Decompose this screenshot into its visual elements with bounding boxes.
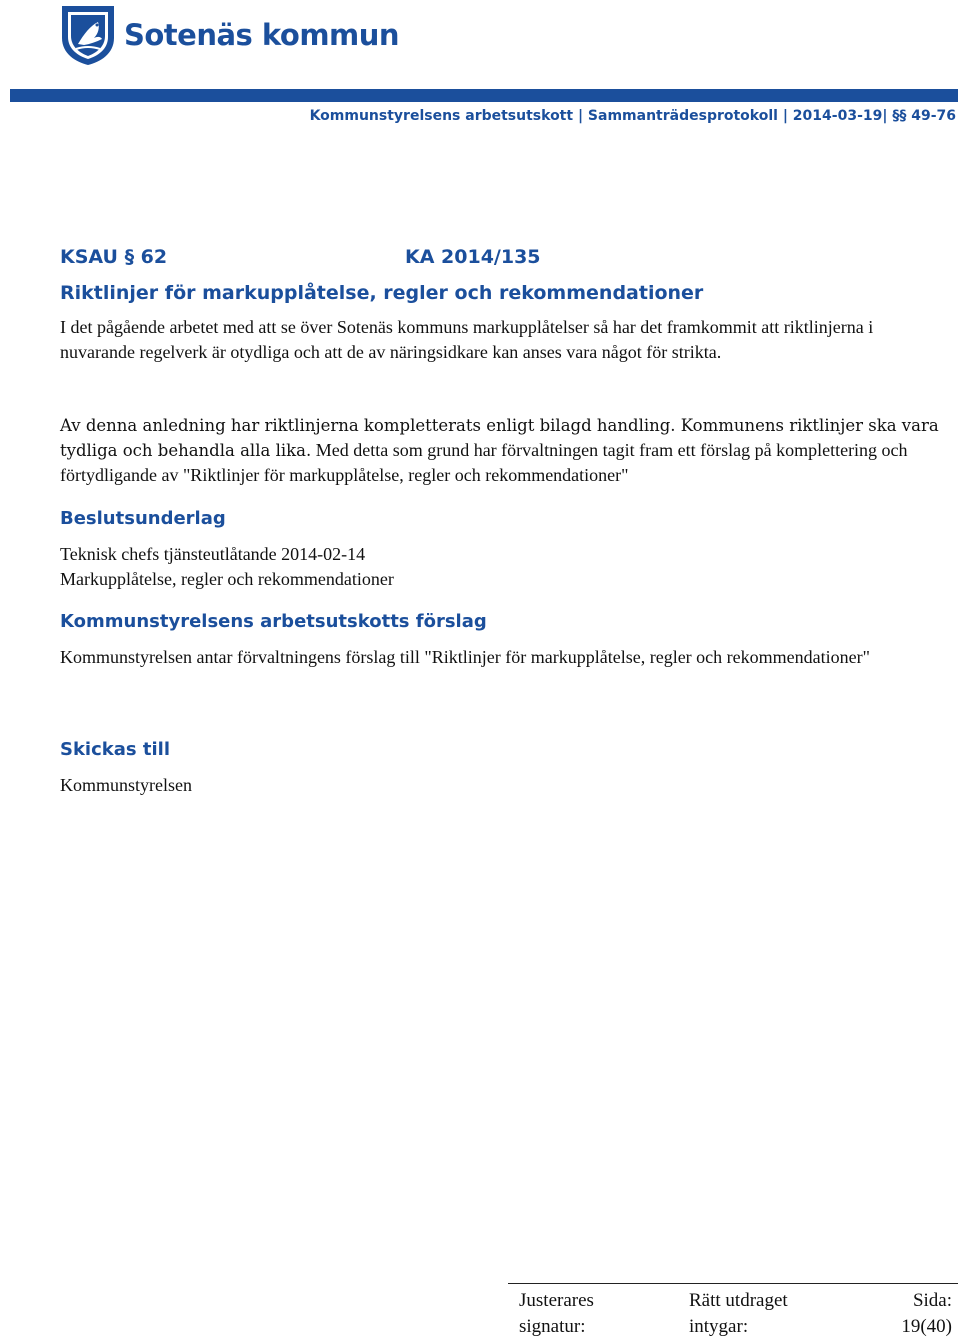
protocol-header: Kommunstyrelsens arbetsutskott | Sammanträdesprotokoll | 2014-03-19| §§ 49-76: [309, 108, 956, 124]
list-item: Markupplåtelse, regler och rekommendationer: [60, 569, 394, 589]
sotenas-logo: [60, 4, 399, 66]
ratt-utdraget-intygar: [689, 1288, 788, 1340]
beslutsunderlag-list: [60, 542, 940, 592]
body-text: [60, 413, 940, 488]
header-bar: [10, 89, 958, 102]
shield-bird-icon: [60, 4, 116, 66]
skickas-heading: Skickas till: [60, 739, 170, 760]
skickas-paragraph: [60, 773, 940, 798]
body-text-part1: Av denna anledning har riktlinjerna kompletterats enligt bilagd handling. Kommunens riktlinjer ska vara tydliga och behandla alla lika.: [60, 416, 939, 460]
ksau-number: KSAU § 62: [60, 246, 168, 268]
footer-rule: [508, 1283, 958, 1284]
page-indicator: [901, 1288, 952, 1340]
justerares-label: Justerares: [519, 1290, 594, 1311]
body-text-part2: Med detta som grund har förvaltningen tagit fram ett förslag på komplettering och förtydligande av "Riktlinjer för markupplåtelse, regler och rekommendationer": [60, 440, 908, 485]
intro-text: I det pågående arbetet med att se över Sotenäs kommuns markupplåtelser så har det framkommit att riktlinjerna i nuvarande regelverk är otydliga och att de av näringsidkare kan anses vara något för strikta.: [60, 317, 874, 362]
intygar-label: intygar:: [689, 1316, 749, 1337]
ratt-utdraget-label: Rätt utdraget: [689, 1290, 788, 1311]
body-paragraph: [60, 413, 940, 488]
intro-paragraph: [60, 315, 940, 365]
forslag-paragraph: [60, 645, 940, 670]
list-item: Teknisk chefs tjänsteutlåtande 2014-02-14: [60, 544, 366, 564]
skickas-text: Kommunstyrelsen: [60, 775, 192, 795]
signatur-label: signatur:: [519, 1316, 586, 1337]
beslutsunderlag-heading: Beslutsunderlag: [60, 508, 226, 529]
page-title: Riktlinjer för markupplåtelse, regler och rekommendationer: [60, 282, 704, 304]
justerares-signatur: [519, 1288, 594, 1340]
ka-number: KA 2014/135: [405, 246, 541, 268]
forslag-heading: Kommunstyrelsens arbetsutskotts förslag: [60, 611, 487, 632]
forslag-text: Kommunstyrelsen antar förvaltningens förslag till "Riktlinjer för markupplåtelse, regler och rekommendationer": [60, 647, 870, 667]
case-row: [60, 246, 541, 268]
logo-wordmark: Sotenäs kommun: [124, 18, 400, 52]
sida-label: Sida:: [912, 1290, 952, 1311]
page-number: 19(40): [901, 1316, 952, 1337]
